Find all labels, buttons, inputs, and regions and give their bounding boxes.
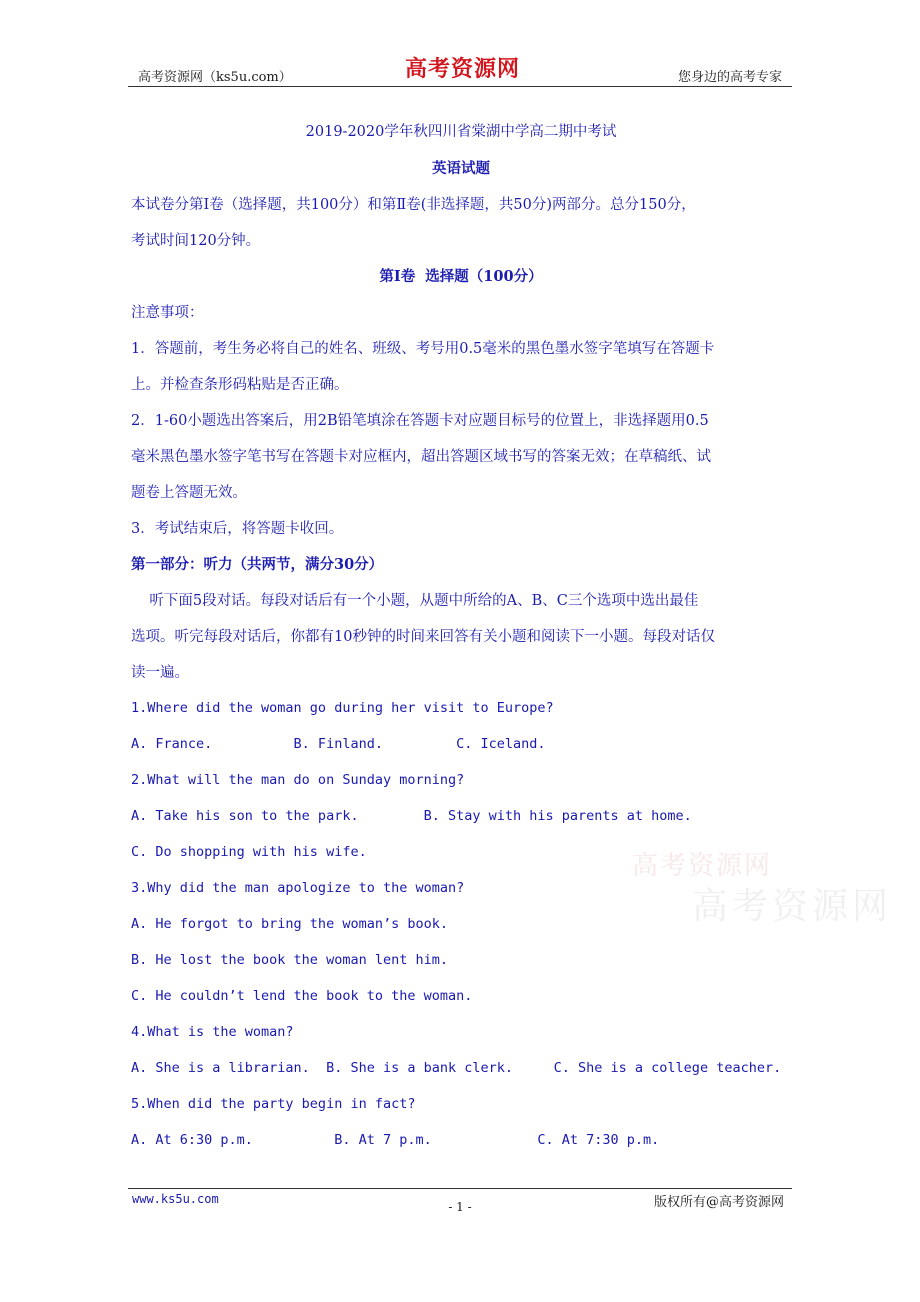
note-line: 3．考试结束后，将答题卡收回。 [131,521,344,537]
answer-options: C. He couldn’t lend the book to the woman. [131,988,473,1004]
instruction-line: 选项。听完每段对话后，你都有10秒钟的时间来回答有关小题和阅读下一小题。每段对话仅 [131,629,715,645]
footer-website-link[interactable]: www.ks5u.com [132,1192,219,1206]
instruction-line: 读一遍。 [131,665,189,681]
header-site-name: 高考资源网（ks5u.com） [138,70,292,85]
question-text: 3.Why did the man apologize to the woman? [131,880,465,896]
header-divider [128,86,792,87]
section-title: 第Ⅰ卷 选择题（100分） [379,268,543,285]
header-logo: 高考资源网 [405,56,521,82]
answer-options: B. He lost the book the woman lent him. [131,952,448,968]
intro-line: 本试卷分第Ⅰ卷（选择题，共100分）和第Ⅱ卷(非选择题，共50分)两部分。总分150分， [131,197,696,213]
note-line: 2．1-60小题选出答案后，用2B铅笔填涂在答题卡对应题目标号的位置上，非选择题用0.5 [131,413,709,429]
note-line: 上。并检查条形码粘贴是否正确。 [131,377,349,393]
part-title: 第一部分：听力（共两节，满分30分） [131,556,384,573]
footer-divider [128,1188,792,1189]
question-text: 2.What will the man do on Sunday morning? [131,772,465,788]
answer-options: C. Do shopping with his wife. [131,844,367,860]
question-text: 4.What is the woman? [131,1024,294,1040]
page-header [130,56,790,88]
note-line: 1．答题前，考生务必将自己的姓名、班级、考号用0.5毫米的黑色墨水签字笔填写在答题卡 [131,341,715,357]
intro-line: 考试时间120分钟。 [131,233,261,249]
answer-options: A. At 6:30 p.m. B. At 7 p.m. C. At 7:30 p.m. [131,1132,660,1148]
instruction-line: 听下面5段对话。每段对话后有一个小题，从题中所给的A、B、C三个选项中选出最佳 [131,593,699,609]
answer-options: A. France. B. Finland. C. Iceland. [131,736,546,752]
page-number: - 1 - [448,1200,472,1214]
question-text: 5.When did the party begin in fact? [131,1096,416,1112]
answer-options: A. He forgot to bring the woman’s book. [131,916,448,932]
note-line: 题卷上答题无效。 [131,485,247,501]
note-line: 毫米黑色墨水签字笔书写在答题卡对应框内，超出答题区域书写的答案无效；在草稿纸、试 [131,449,711,465]
exam-title: 2019-2020学年秋四川省棠湖中学高二期中考试 [305,124,617,140]
question-text: 1.Where did the woman go during her visit to Europe? [131,700,554,716]
watermark-text: 高考资源网 [692,886,893,927]
header-slogan: 您身边的高考专家 [677,70,782,85]
answer-options: A. She is a librarian. B. She is a bank clerk. C. She is a college teacher. [131,1060,782,1076]
answer-options: A. Take his son to the park. B. Stay with his parents at home. [131,808,692,824]
exam-subtitle: 英语试题 [432,160,490,177]
footer-copyright: 版权所有@高考资源网 [653,1195,784,1210]
watermark-logo: 高考资源网 [632,851,773,881]
notes-title: 注意事项： [131,305,204,321]
